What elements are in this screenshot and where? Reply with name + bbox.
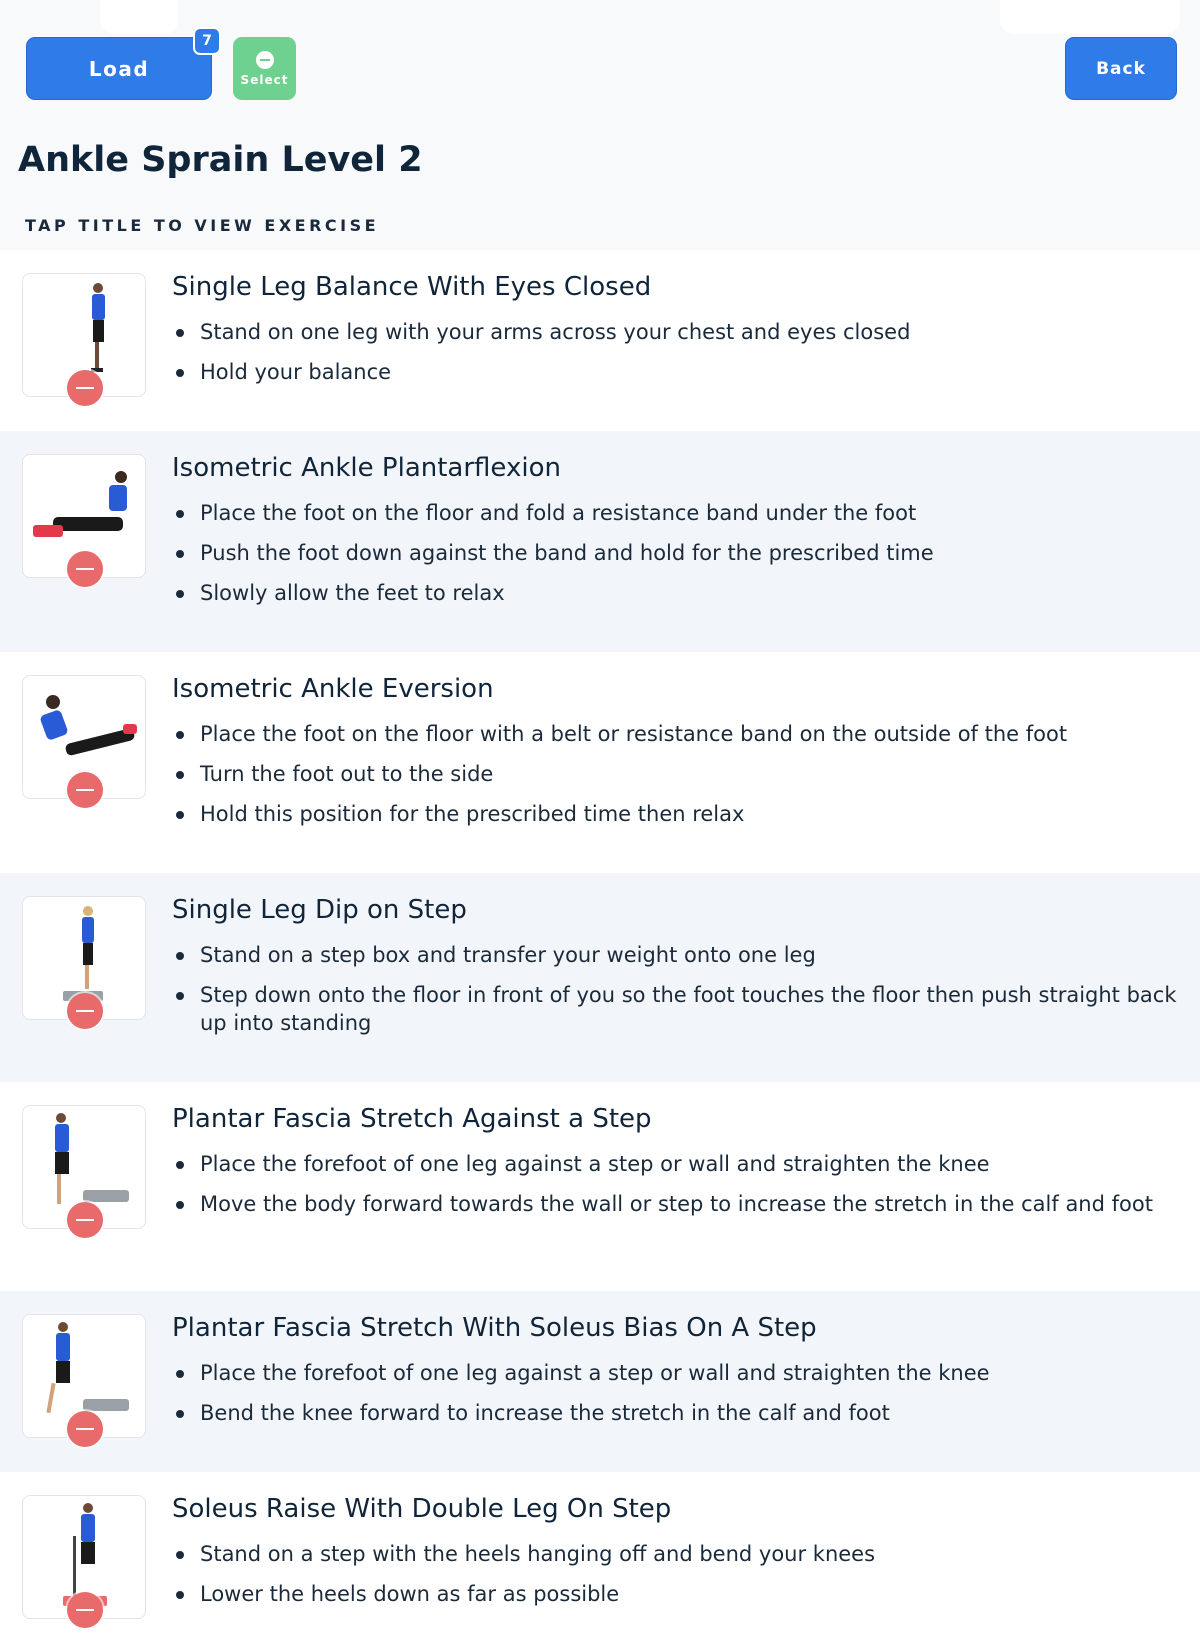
load-button[interactable]	[26, 37, 212, 100]
exercise-thumbnail[interactable]	[22, 675, 146, 799]
exercise-step: Place the foot on the floor and fold a resistance band under the foot	[172, 499, 1182, 527]
exercise-title[interactable]: Isometric Ankle Plantarflexion	[172, 453, 561, 483]
remove-icon[interactable]	[67, 1411, 103, 1447]
exercise-step: Turn the foot out to the side	[172, 760, 1182, 788]
exercise-thumbnail[interactable]	[22, 1314, 146, 1438]
exercise-list	[0, 250, 1200, 1652]
exercise-row	[0, 1472, 1200, 1652]
exercise-step: Move the body forward towards the wall or step to increase the stretch in the calf and foot	[172, 1190, 1182, 1218]
exercise-thumbnail[interactable]	[22, 1105, 146, 1229]
exercise-title[interactable]: Plantar Fascia Stretch With Soleus Bias On A Step	[172, 1313, 817, 1343]
remove-icon[interactable]	[67, 551, 103, 587]
exercise-title[interactable]: Soleus Raise With Double Leg On Step	[172, 1494, 672, 1524]
status-pill-right	[1000, 0, 1180, 34]
exercise-step: Stand on a step box and transfer your weight onto one leg	[172, 941, 1182, 969]
remove-icon[interactable]	[67, 1592, 103, 1628]
exercise-step: Stand on one leg with your arms across your chest and eyes closed	[172, 318, 1182, 346]
exercise-step: Stand on a step with the heels hanging off and bend your knees	[172, 1540, 1182, 1568]
remove-icon[interactable]	[67, 772, 103, 808]
back-button-label: Back	[1096, 58, 1146, 79]
count-badge: 7	[193, 27, 221, 55]
page-title: Ankle Sprain Level 2	[18, 140, 423, 180]
exercise-step: Step down onto the floor in front of you so the foot touches the floor then push straight back up into standing	[172, 981, 1182, 1037]
exercise-row	[0, 250, 1200, 431]
exercise-step: Place the forefoot of one leg against a step or wall and straighten the knee	[172, 1150, 1182, 1178]
exercise-thumbnail[interactable]	[22, 454, 146, 578]
exercise-row	[0, 1291, 1200, 1472]
remove-icon[interactable]	[67, 370, 103, 406]
status-pill-left	[100, 0, 178, 34]
exercise-row	[0, 431, 1200, 652]
exercise-step: Hold this position for the prescribed time then relax	[172, 800, 1182, 828]
exercise-step: Bend the knee forward to increase the stretch in the calf and foot	[172, 1399, 1182, 1427]
remove-icon[interactable]	[67, 993, 103, 1029]
select-button-label: Select	[240, 72, 289, 87]
exercise-row	[0, 873, 1200, 1082]
page-subtitle: TAP TITLE TO VIEW EXERCISE	[25, 216, 380, 235]
status-bar	[0, 0, 1200, 32]
exercise-title[interactable]: Single Leg Dip on Step	[172, 895, 467, 925]
exercise-title[interactable]: Single Leg Balance With Eyes Closed	[172, 272, 652, 302]
exercise-step: Place the foot on the floor with a belt or resistance band on the outside of the foot	[172, 720, 1182, 748]
exercise-thumbnail[interactable]	[22, 896, 146, 1020]
exercise-step: Hold your balance	[172, 358, 1182, 386]
exercise-step: Slowly allow the feet to relax	[172, 579, 1182, 607]
exercise-row	[0, 1082, 1200, 1291]
back-button[interactable]	[1065, 37, 1177, 100]
exercise-thumbnail[interactable]	[22, 1495, 146, 1619]
select-button[interactable]	[233, 37, 296, 100]
remove-icon[interactable]	[67, 1202, 103, 1238]
exercise-thumbnail[interactable]	[22, 273, 146, 397]
load-button-label: Load	[88, 56, 150, 81]
exercise-title[interactable]: Plantar Fascia Stretch Against a Step	[172, 1104, 652, 1134]
minus-circle-icon	[256, 51, 274, 69]
exercise-step: Place the forefoot of one leg against a step or wall and straighten the knee	[172, 1359, 1182, 1387]
exercise-step: Push the foot down against the band and hold for the prescribed time	[172, 539, 1182, 567]
exercise-row	[0, 652, 1200, 873]
exercise-title[interactable]: Isometric Ankle Eversion	[172, 674, 494, 704]
exercise-step: Lower the heels down as far as possible	[172, 1580, 1182, 1608]
